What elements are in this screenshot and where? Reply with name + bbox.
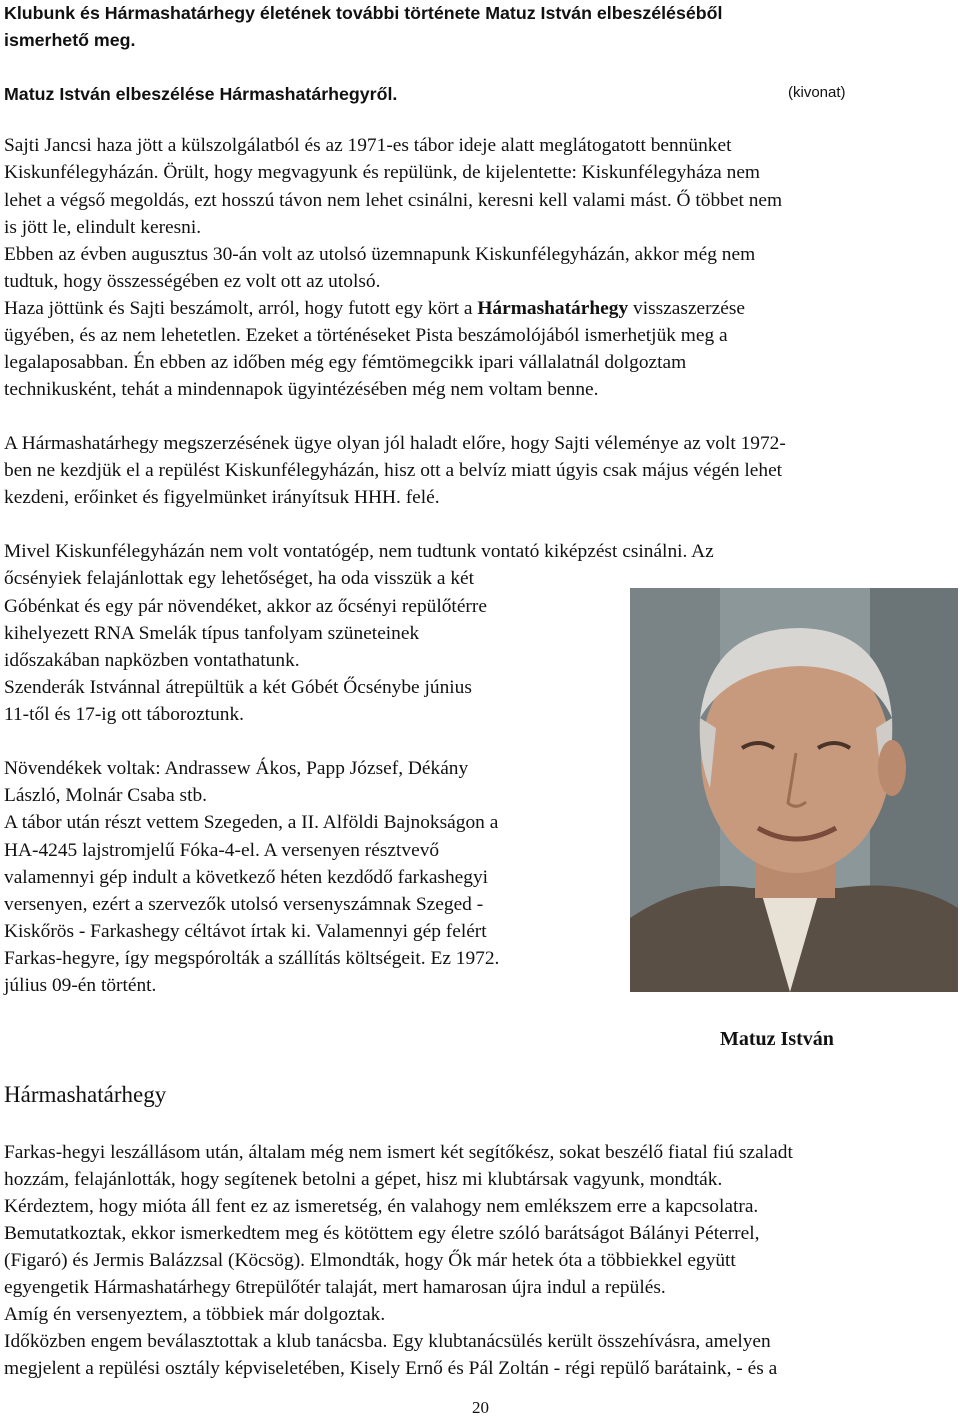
para4-line: július 09-én történt. [4,975,157,996]
para4-line: HA-4245 lajstromjelű Fóka-4-el. A versenyen résztvevő [4,840,440,861]
para2-line: A Hármashatárhegy megszerzésének ügye olyan jól haladt előre, hogy Sajti véleménye az volt 1972- [4,433,786,454]
para5-line: Amíg én versenyeztem, a többiek már dolgoztak. [4,1304,386,1325]
para1-text: Haza jöttünk és Sajti beszámolt, arról, hogy futott egy kört a [4,298,478,319]
para4-line: versenyen, ezért a szervezők utolsó versenyszámnak Szeged - [4,894,484,915]
para3-line: őcsényiek felajánlottak egy lehetőséget, ha oda visszük a két [4,568,475,589]
para3-line: időszakában napközben vontathatunk. [4,650,300,671]
para4-line: valamennyi gép indult a következő héten kezdődő farkashegyi [4,867,489,888]
para3-line: kihelyezett RNA Smelák típus tanfolyam szüneteinek [4,623,420,644]
para4-line: A tábor után részt vettem Szegeden, a II. Alföldi Bajnokságon a [4,812,499,833]
para4-line: Kiskőrös - Farkashegy céltávot írtak ki. Valamennyi gép felért [4,921,487,942]
para1-line: legalaposabban. Én ebben az időben még egy fémtömegcikk ipari vállalatnál dolgoztam [4,352,687,373]
para5-line: megjelent a repülési osztály képviseletében, Kisely Ernő és Pál Zoltán - régi repülő barátaink, - és a [4,1358,778,1379]
header-title-line-2: ismerhető meg. [4,30,136,50]
photo-caption: Matuz István [720,1028,834,1050]
para5-line: Farkas-hegyi leszállásom után, általam még nem ismert két segítőkész, sokat beszélő fiatal fiú szaladt [4,1142,793,1163]
para5-line: Időközben engem beválasztottak a klub tanácsba. Egy klubtanácsülés került összehívásra, amelyen [4,1331,771,1352]
portrait-illustration [630,588,958,992]
para1-line: tudtuk, hogy összességében ez volt ott az utolsó. [4,271,381,292]
para1-line: is jött le, elindult keresni. [4,217,202,238]
para5-line: Kérdeztem, hogy mióta áll fent ez az ismeretség, én valahogy nem emlékszem erre a kapcsolatra. [4,1196,759,1217]
para4-line: Farkas-hegyre, így megspórolták a szállítás költségeit. Ez 1972. [4,948,500,969]
para1-line [4,295,745,322]
document-page [4,0,958,1416]
para1-line: technikusként, tehát a mindennapok ügyintézésében még nem voltam benne. [4,379,599,400]
para2-line: ben ne kezdjük el a repülést Kiskunfélegyházán, hisz ott a belvíz miatt úgyis csak május végén lehet [4,460,783,481]
para1-line: Sajti Jancsi haza jött a külszolgálatból és az 1971-es tábor ideje alatt meglátogatott bennünket [4,135,732,156]
para5-line: hozzám, felajánlották, hogy segítenek betolni a gépet, hisz mi klubtársak vagyunk, mondták. [4,1169,723,1190]
para4-line: Növendékek voltak: Andrassew Ákos, Papp József, Dékány [4,758,469,779]
para3-line: Góbénkat és egy pár növendéket, akkor az őcsényi repülőtérre [4,596,487,617]
para1-line: ügyében, és az nem lehetetlen. Ezeket a történéseket Pista beszámolójából ismerhetjük meg a [4,325,728,346]
para1-line: Kiskunfélegyházán. Örült, hogy megvagyunk és repülünk, de kijelentette: Kiskunfélegyháza nem [4,162,761,183]
para3-line: 11-től és 17-ig ott táboroztunk. [4,704,245,725]
para3-line: Szenderák Istvánnal átrepültük a két Góbét Őcsénybe június [4,677,472,698]
para4-line: László, Molnár Csaba stb. [4,785,208,806]
para1-text: visszaszerzése [628,298,745,319]
header-subtitle: Matuz István elbeszélése Hármashatárhegyről. [4,84,398,104]
page-number: 20 [472,1398,489,1417]
para2-line: kezdeni, erőinket és figyelmünket irányítsuk HHH. felé. [4,487,440,508]
kivonat-label: (kivonat) [788,84,846,101]
header-title-line-1: Klubunk és Hármashatárhegy életének további története Matuz István elbeszéléséből [4,3,723,23]
para5-line: egyengetik Hármashatárhegy 6trepülőtér talaját, mert hamarosan újra indul a repülés. [4,1277,666,1298]
para5-line: (Figaró) és Jermis Balázzsal (Köcsög). Elmondták, hogy Ők már hetek óta a többiekkel együtt [4,1250,736,1271]
portrait-photo [630,588,958,992]
para1-bold-term: Hármashatárhegy [477,298,629,319]
para1-line: lehet a végső megoldás, ezt hosszú távon nem lehet csinálni, keresni kell valami mást. Ő többet nem [4,190,783,211]
para5-line: Bemutatkoztak, ekkor ismerkedtem meg és kötöttem egy életre szóló barátságot Bálányi Péterrel, [4,1223,760,1244]
para3-line: Mivel Kiskunfélegyházán nem volt vontatógép, nem tudtunk vontató kiképzést csinálni. Az [4,541,714,562]
section-title: Hármashatárhegy [4,1082,167,1107]
para1-line: Ebben az évben augusztus 30-án volt az utolsó üzemnapunk Kiskunfélegyházán, akkor még nem [4,244,756,265]
